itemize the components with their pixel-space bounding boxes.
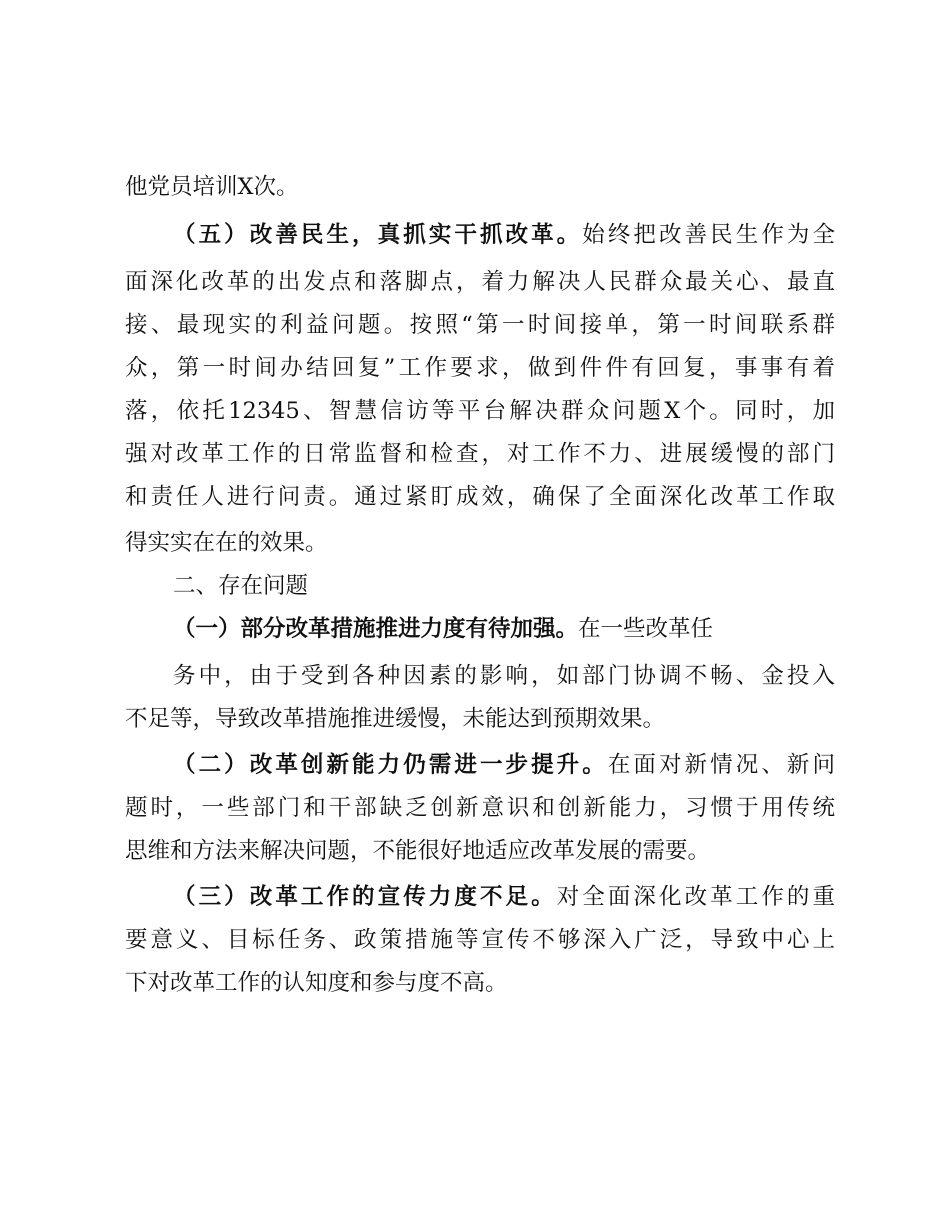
body-text: 在面对新情况、新问	[607, 752, 835, 778]
paragraph-line	[173, 215, 835, 255]
section-heading: 二、存在问题	[173, 573, 309, 599]
paragraph-line	[173, 877, 835, 917]
body-text: 他党员培训X次。	[125, 174, 299, 200]
paragraph-line: 面深化改革的出发点和落脚点，着力解决人民群众最关心、最直	[125, 269, 835, 295]
paragraph-line: 题时，一些部门和干部缺乏创新意识和创新能力，习惯于用传统	[125, 795, 835, 821]
paragraph-line	[173, 745, 835, 785]
paragraph-title: （二）改革创新能力仍需进一步提升。	[173, 752, 608, 778]
paragraph-line: 要意义、目标任务、政策措施等宣传不够深入广泛，导致中心上	[125, 927, 835, 953]
paragraph-line: 务中，由于受到各种因素的影响，如部门协调不畅、金投入	[173, 663, 835, 689]
paragraph-line: 思维和方法来解决问题，不能很好地适应改革发展的需要。	[125, 838, 711, 864]
paragraph-line: 众，第一时间办结回复”工作要求，做到件件有回复，事事有着	[125, 355, 835, 381]
paragraph-line: 不足等，导致改革措施推进缓慢，未能达到预期效果。	[125, 706, 666, 732]
body-text: 对全面深化改革工作的重	[556, 884, 835, 910]
body-text: 始终把改善民生作为全	[582, 222, 835, 248]
paragraph-title: （三）改革工作的宣传力度不足。	[173, 884, 557, 910]
body-text: 在一些改革任	[578, 616, 714, 642]
paragraph-line: 接、最现实的利益问题。按照“第一时间接单，第一时间联系群	[125, 312, 835, 338]
paragraph-line: 下对改革工作的认知度和参与度不高。	[125, 970, 508, 996]
paragraph-line: 落，依托12345、智慧信访等平台解决群众问题X个。同时，加	[125, 398, 835, 424]
paragraph-line: 和责任人进行问责。通过紧盯成效，确保了全面深化改革工作取	[125, 484, 835, 510]
paragraph-title: （五）改善民生，真抓实干抓改革。	[173, 222, 583, 248]
paragraph-line	[173, 609, 765, 649]
paragraph-line	[125, 167, 835, 207]
paragraph-title: （一）部分改革措施推进力度有待加强。	[173, 616, 579, 642]
paragraph-line: 强对改革工作的日常监督和检查，对工作不力、进展缓慢的部门	[125, 441, 835, 467]
paragraph-line: 得实实在在的效果。	[125, 530, 328, 556]
